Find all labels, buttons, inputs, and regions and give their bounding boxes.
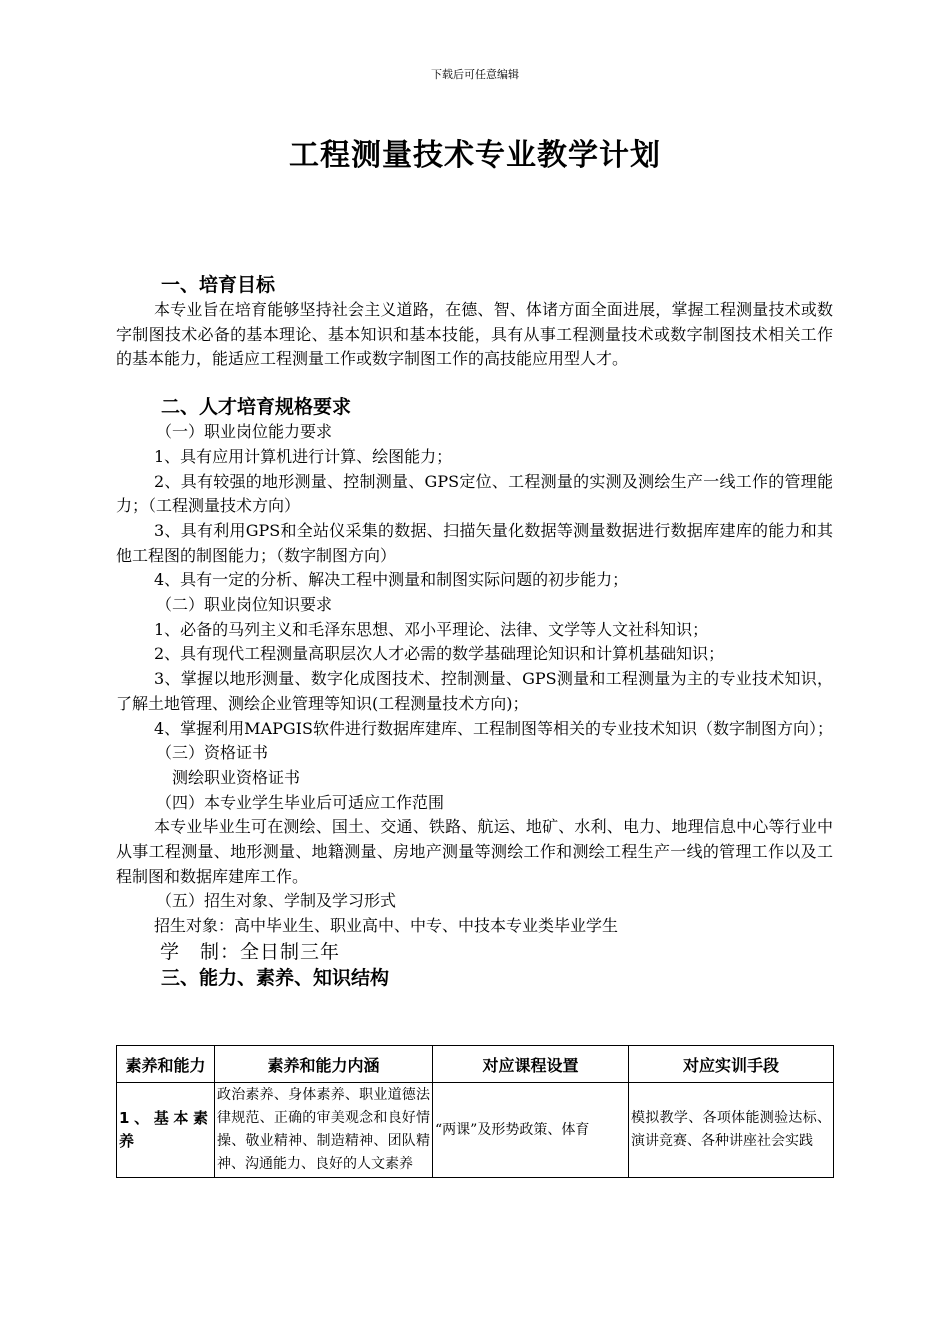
sub3-heading: （三）资格证书 (156, 743, 269, 763)
sub2-item: 3、掌握以地形测量、数字化成图技术、控制测量、GPS测量和工程测量为主的专业技术知识，了解土地管理、测绘企业管理等知识(工程测量技术方向)； (116, 669, 833, 713)
sub5-enroll: 招生对象：高中毕业生、职业高中、中专、中技本专业类毕业学生 (154, 916, 619, 936)
sub5-heading: （五）招生对象、学制及学习形式 (156, 891, 397, 911)
sub1-item: 2、具有较强的地形测量、控制测量、GPS定位、工程测量的实测及测绘生产一线工作的管理能力；（工程测量技术方向） (116, 471, 833, 516)
document-title: 工程测量技术专业教学计划 (289, 138, 661, 173)
sub2-item: 1、必备的马列主义和毛泽东思想、邓小平理论、法律、文学等人文社科知识； (154, 619, 709, 639)
table-header-cell: 对应实训手段 (629, 1046, 834, 1083)
sub1-item: 1、具有应用计算机进行计算、绘图能力； (154, 446, 453, 466)
header-note: 下载后可任意编辑 (431, 68, 519, 81)
ability-structure-table (116, 1045, 834, 1178)
table-cell: 1、基本素养 (117, 1083, 215, 1178)
table-header-cell: 素养和能力 (117, 1046, 215, 1083)
sub4-text: 本专业毕业生可在测绘、国土、交通、铁路、航运、地矿、水利、电力、地理信息中心等行业中从事工程测量、地形测量、地籍测量、房地产测量等测绘工作和测绘工程生产一线的管理工作以及工程制图和数据库建库工作。 (116, 817, 833, 886)
sub2-item: 4、掌握利用MAPGIS软件进行数据库建库、工程制图等相关的专业技术知识（数字制图方向）； (154, 718, 833, 738)
sub5-system: 学 制：全日制三年 (160, 940, 341, 963)
table-cell: “两课”及形势政策、体育 (433, 1083, 629, 1178)
sub1-heading: （一）职业岗位能力要求 (156, 422, 333, 442)
section1-paragraph: 本专业旨在培育能够坚持社会主义道路，在德、智、体诸方面全面进展，掌握工程测量技术或数字制图技术必备的基本理论、基本知识和基本技能，具有从事工程测量技术或数字制图技术相关工作的基本能力，能适应工程测量工作或数字制图工作的高技能应用型人才。 (116, 300, 833, 369)
section1-heading: 一、培育目标 (161, 274, 276, 296)
sub2-item: 2、具有现代工程测量高职层次人才必需的数学基础理论知识和计算机基础知识； (154, 644, 725, 664)
table-cell: 政治素养、身体素养、职业道德法律规范、正确的审美观念和良好情操、敬业精神、制造精神、团队精神、沟通能力、良好的人文素养 (215, 1083, 433, 1178)
table-row (117, 1083, 834, 1178)
section2-heading: 二、人才培育规格要求 (161, 396, 352, 419)
sub1-item: 4、具有一定的分析、解决工程中测量和制图实际问题的初步能力； (154, 570, 629, 590)
sub2-heading: （二）职业岗位知识要求 (156, 595, 333, 615)
table-header-row (117, 1046, 834, 1083)
document-body (116, 272, 833, 991)
table-header-cell: 对应课程设置 (433, 1046, 629, 1083)
sub3-text: 测绘职业资格证书 (172, 767, 301, 787)
section3-heading: 三、能力、素养、知识结构 (161, 966, 390, 989)
sub4-heading: （四）本专业学生毕业后可适应工作范围 (156, 792, 445, 812)
table-cell: 模拟教学、各项体能测验达标、演讲竞赛、各种讲座社会实践 (629, 1083, 834, 1178)
sub1-item: 3、具有利用GPS和全站仪采集的数据、扫描矢量化数据等测量数据进行数据库建库的能力和其他工程图的制图能力；（数字制图方向） (116, 520, 833, 565)
table-header-cell: 素养和能力内涵 (215, 1046, 433, 1083)
